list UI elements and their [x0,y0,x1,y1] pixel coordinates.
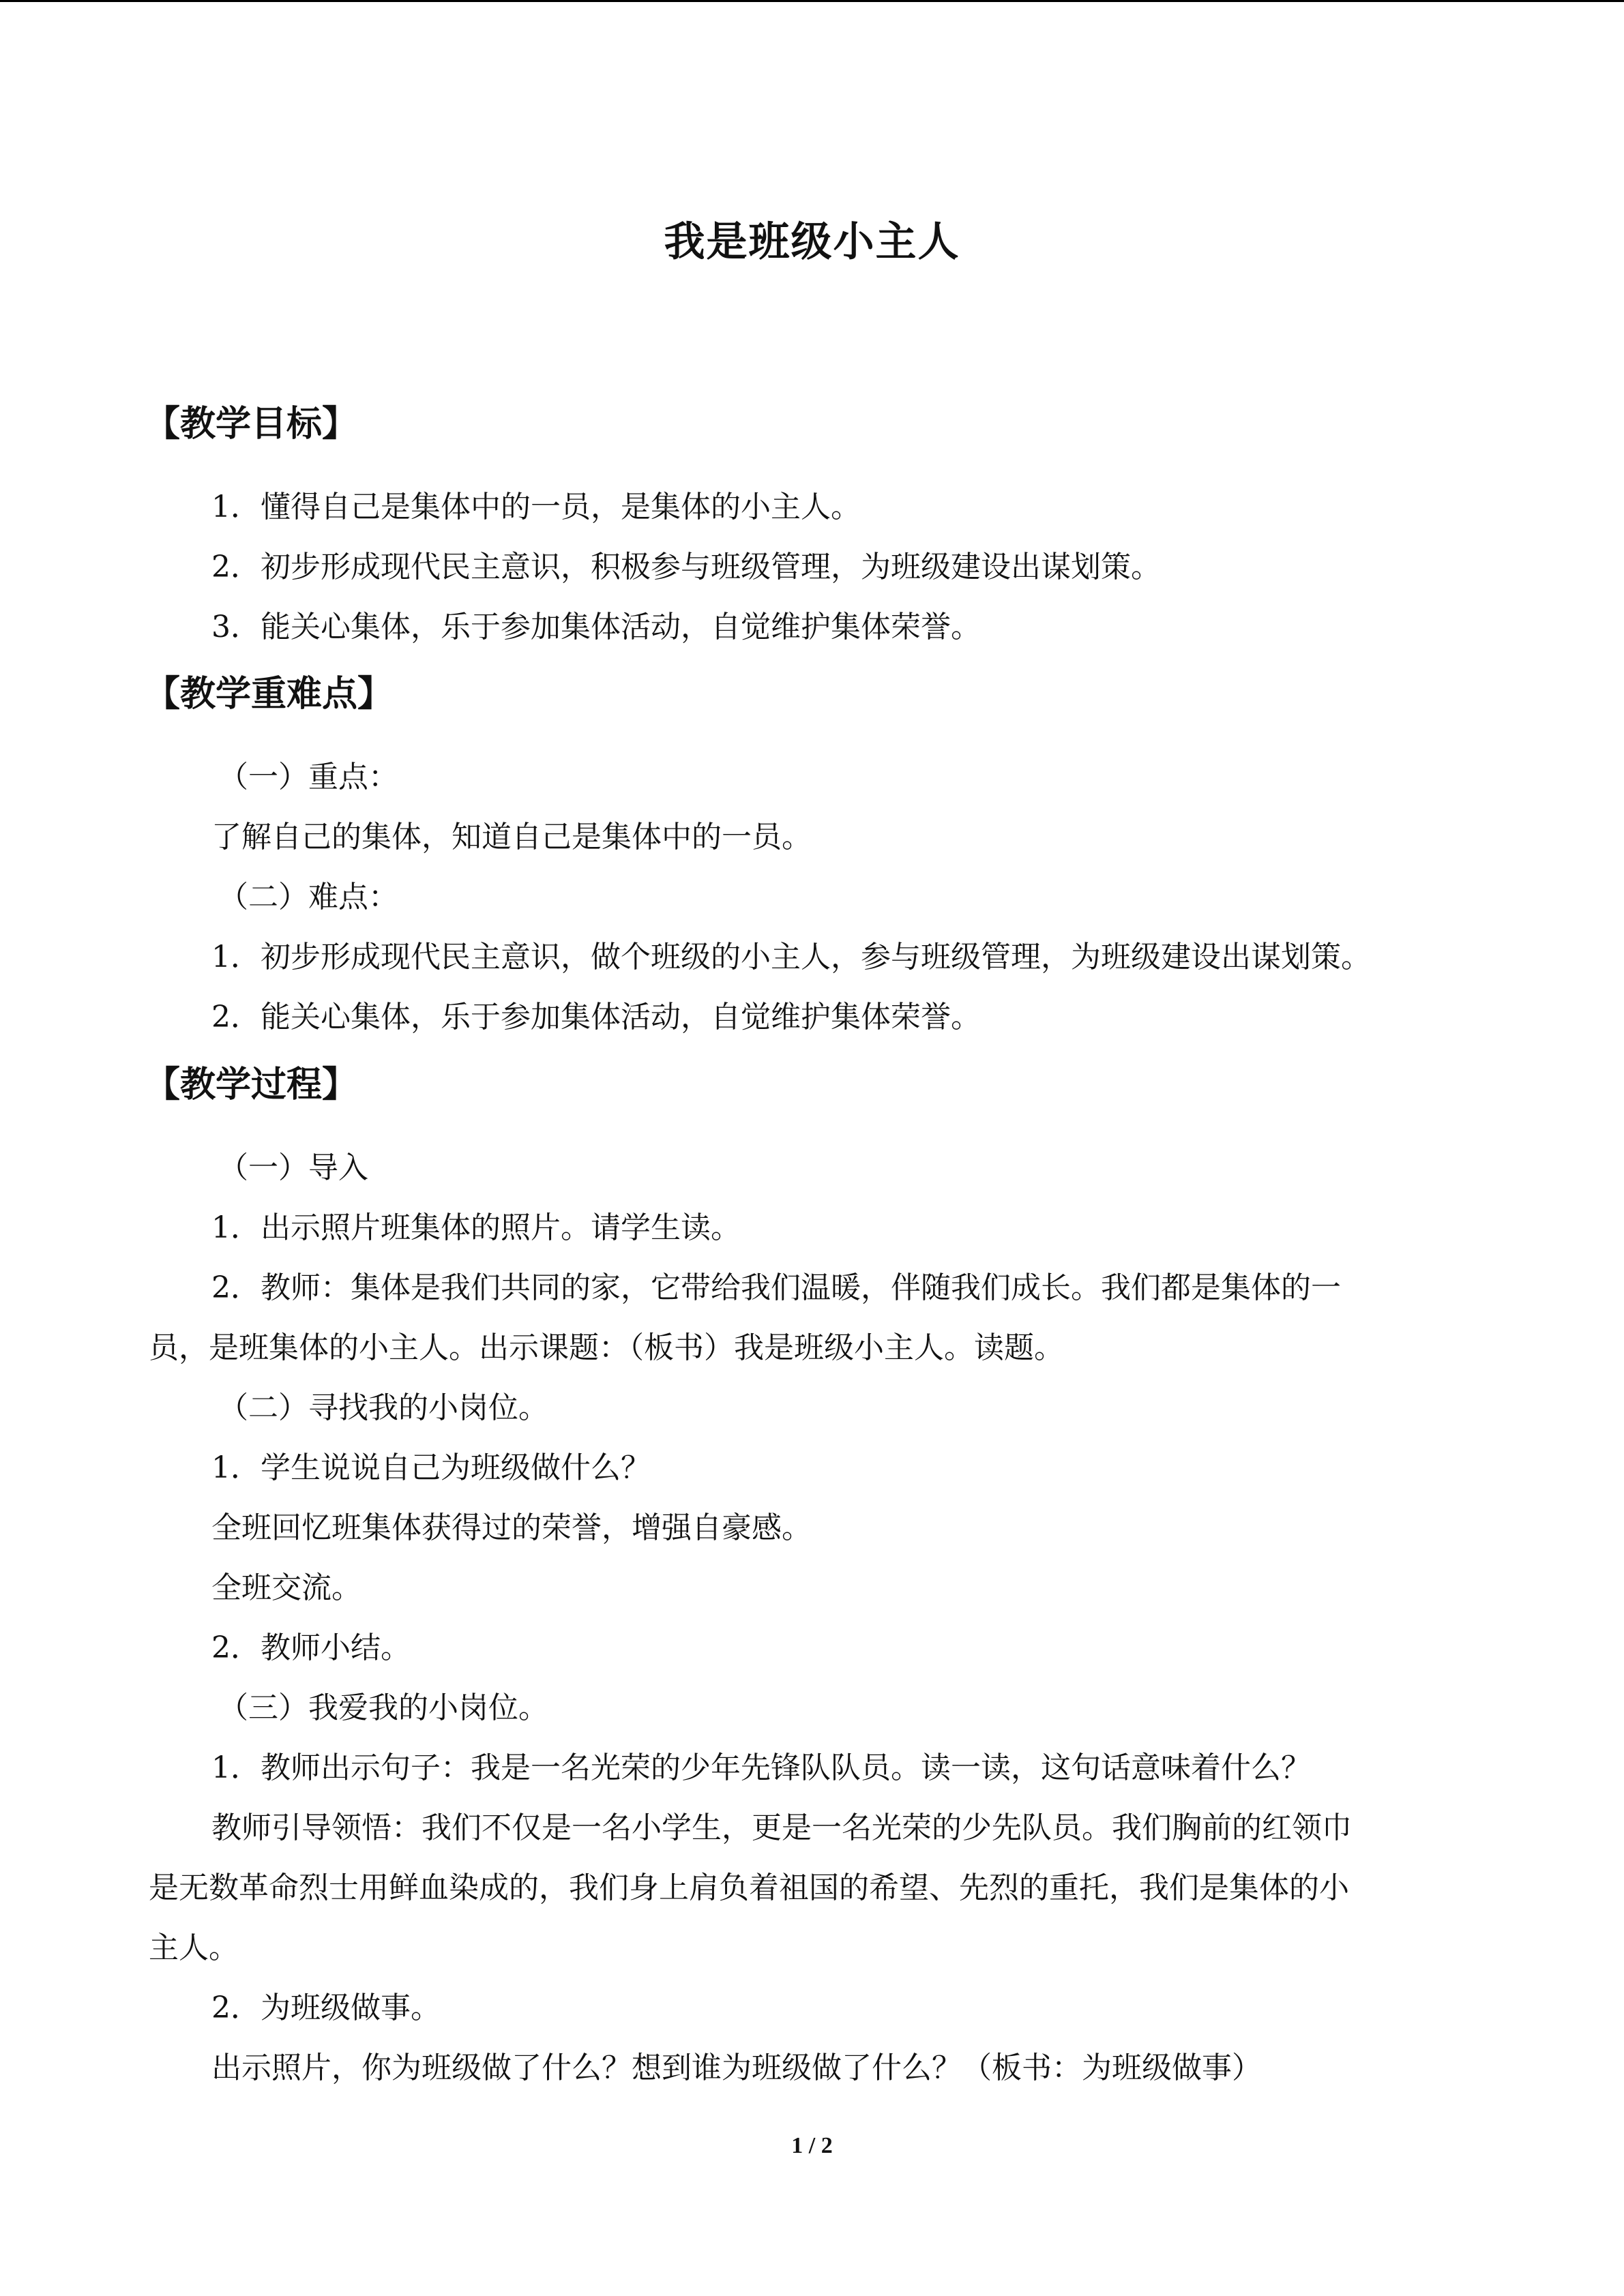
top-border [0,0,1624,2]
process-line: 主人。 [149,1930,239,1965]
page-number: 1 / 2 [791,2133,833,2158]
process-line: 全班交流。 [211,1570,361,1605]
process-line: 员，是班集体的小主人。出示课题：（板书）我是班级小主人。读题。 [149,1330,1064,1365]
process-line: 2．教师：集体是我们共同的家，它带给我们温暖，伴随我们成长。我们都是集体的一 [211,1270,1341,1305]
process-line: （三）我爱我的小岗位。 [218,1690,548,1725]
keypoint-line: （一）重点： [218,760,398,794]
process-line: 是无数革命烈士用鲜血染成的，我们身上肩负着祖国的希望、先烈的重托，我们是集体的小 [149,1870,1349,1905]
goal-item-2: 2．初步形成现代民主意识，积极参与班级管理，为班级建设出谋划策。 [211,550,1161,584]
keypoint-line: 1．初步形成现代民主意识，做个班级的小主人，参与班级管理，为班级建设出谋划策。 [211,940,1371,974]
keypoint-line: 2．能关心集体，乐于参加集体活动，自觉维护集体荣誉。 [211,1000,981,1034]
process-line: 2．为班级做事。 [211,1991,441,2025]
process-line: （二）寻找我的小岗位。 [218,1390,548,1425]
section-heading-goals: 【教学目标】 [145,404,358,445]
process-line: 1．教师出示句子：我是一名光荣的少年先锋队队员。读一读，这句话意味着什么？ [211,1750,1311,1785]
goal-item-1: 1．懂得自己是集体中的一员，是集体的小主人。 [211,490,861,524]
process-line: 出示照片，你为班级做了什么？想到谁为班级做了什么？（板书：为班级做事） [211,2051,1262,2085]
process-line: 1．学生说说自己为班级做什么？ [211,1450,651,1485]
process-line: 2．教师小结。 [211,1630,411,1665]
process-line: 全班回忆班集体获得过的荣誉，增强自豪感。 [211,1510,812,1545]
process-line: （一）导入 [218,1150,368,1185]
section-heading-keypoints: 【教学重难点】 [145,674,394,715]
section-heading-process: 【教学过程】 [145,1064,358,1105]
document-title: 我是班级小主人 [664,218,960,266]
goal-item-3: 3．能关心集体，乐于参加集体活动，自觉维护集体荣誉。 [211,610,981,644]
process-line: 1．出示照片班集体的照片。请学生读。 [211,1210,741,1245]
process-line: 教师引导领悟：我们不仅是一名小学生，更是一名光荣的少先队员。我们胸前的红领巾 [211,1810,1352,1845]
keypoint-line: （二）难点： [218,880,398,914]
keypoint-line: 了解自己的集体，知道自己是集体中的一员。 [211,820,812,854]
